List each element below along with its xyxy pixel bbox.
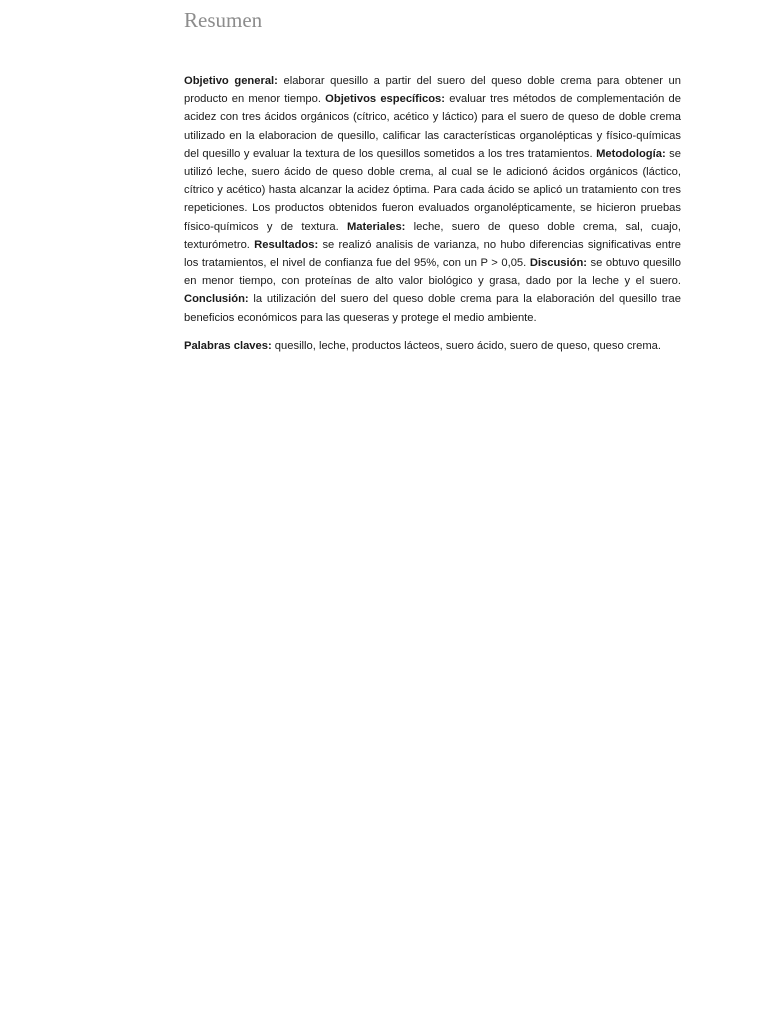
abstract-body	[184, 72, 681, 355]
discussion-text: se obtuvo quesillo en menor tiempo, con proteínas de alto valor biológico y grasa, dado por la leche y el suero.	[184, 257, 681, 288]
conclusion-label: Conclusión:	[184, 293, 249, 306]
discussion-label: Discusión:	[529, 257, 588, 270]
abstract-paragraph	[184, 72, 681, 327]
materials-text: leche, suero de queso doble crema, sal, cuajo, texturómetro.	[184, 220, 681, 251]
section-heading: Resumen	[184, 8, 263, 32]
keywords-label: Palabras claves:	[184, 339, 272, 352]
objective-general-label: Objetivo general:	[184, 75, 278, 87]
objectives-specific-text: evaluar tres métodos de complementación de acidez con tres ácidos orgánicos (cítrico, acético y láctico) para el suero de queso de doble crema utilizado en la elaboracion de quesillo, calificar las características organolépticas y físico-químicas del quesillo y evaluar la textura de los quesillos sometidos a los tres tratamientos.	[184, 93, 681, 160]
objective-general-text: elaborar quesillo a partir del suero del queso doble crema para obtener un producto en menor tiempo.	[184, 75, 681, 106]
results-label: Resultados:	[254, 238, 319, 251]
methodology-text: se utilizó leche, suero ácido de queso doble crema, al cual se le adicionó ácidos orgánicos (láctico, cítrico y acético) hasta alcanzar la acidez óptima. Para cada ácido se aplicó un tratamiento con tres repeticiones. Los productos obtenidos fueron evaluados organolépticamente, se hicieron pruebas físico-químicos y de textura.	[184, 147, 681, 233]
objectives-specific-label: Objetivos específicos:	[325, 93, 445, 106]
keywords-text: quesillo, leche, productos lácteos, suero ácido, suero de queso, queso crema.	[271, 339, 662, 352]
conclusion-text: la utilización del suero del queso doble crema para la elaboración del quesillo trae beneficios económicos para las queseras y protege el medio ambiente.	[184, 293, 681, 324]
keywords-paragraph	[184, 337, 681, 355]
methodology-label: Metodología:	[596, 147, 666, 160]
materials-label: Materiales:	[346, 220, 406, 233]
results-text: se realizó analisis de varianza, no hubo diferencias significativas entre los tratamientos, el nivel de confianza fue del 95%, con un P > 0,05.	[184, 238, 682, 270]
